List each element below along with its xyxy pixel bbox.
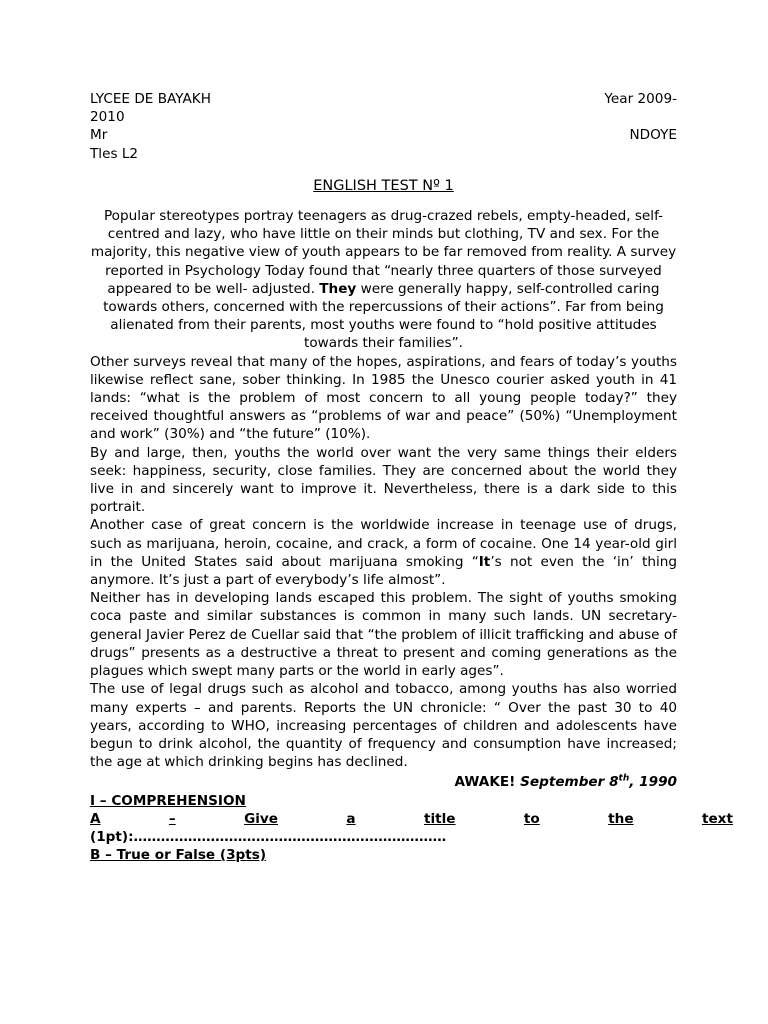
question-b: B – True or False (3pts) — [90, 847, 267, 864]
question-a-answer-line: (1pt):…………………………………………………………… — [90, 828, 447, 845]
header-row-1 — [90, 90, 677, 108]
paragraph-1: Other surveys reveal that many of the hopes, aspirations, and fears of today’s youths likewise reflect sane, sober thinking. In 1985 the Unesco courier asked youth in 41 lands: “what is the problem of most concern to all young people today?” they received thoughtful answers as “problems of war and peace” (50%) “Unemployment and work” (30%) and “the future” (10%). — [90, 353, 677, 443]
question-a-word: to — [523, 810, 540, 827]
header-row-2 — [90, 126, 677, 144]
intro-text-1: Popular stereotypes portray teenagers as drug-crazed rebels, empty-headed, self-centred and lazy, who have little on their minds but clothing, TV and sex. For the majority, this negative view of youth appears to be far removed from reality. A survey reported in Psychology Today found that “nearly three quarters of those surveyed appeared to be well- adjusted. — [90, 208, 677, 297]
teacher-title: Mr — [90, 127, 108, 144]
source-citation — [90, 773, 677, 791]
document-page — [90, 90, 733, 864]
title-wrap — [90, 177, 677, 195]
paragraph-4: Neither has in developing lands escaped this problem. The sight of youths smoking coca paste and similar substances is common in many such lands. UN secretary-general Javier Perez de Cuellar said that “the problem of illicit trafficking and abuse of drugs” presents as a destructive a threat to present and coming generations as the plagues which swept many parts or the world in early ages”. — [90, 590, 677, 680]
question-a-word: text — [701, 810, 733, 827]
paragraph-2: By and large, then, youths the world over want the very same things their elders seek: happiness, security, close families. They are concerned about the world they live in and sincerely want to improve it. Nevertheless, there is a dark side to this portrait. — [90, 444, 677, 516]
question-a-word: a — [346, 810, 356, 827]
source-date-year: , 1990 — [629, 774, 677, 791]
section-heading: I – COMPREHENSION — [90, 792, 246, 809]
intro-bold-word: They — [319, 280, 357, 297]
school-year: Year 2009- — [604, 91, 677, 107]
paragraph-3-text-1: Another case of great concern is the worldwide increase in teenage use of drugs, such as marijuana, heroin, cocaine, and crack, a form of cocaine. One 14 year-old girl in the United States said about marijuana smoking “ — [90, 517, 677, 570]
paragraph-3 — [90, 516, 677, 589]
paragraph-3-bold: It — [478, 553, 491, 570]
source-name: AWAKE! — [454, 774, 521, 791]
question-a-word: – — [168, 810, 176, 827]
test-title: ENGLISH TEST Nº 1 — [313, 177, 454, 194]
source-date-suffix: th — [618, 773, 630, 784]
intro-paragraph — [90, 207, 677, 353]
teacher-name: NDOYE — [629, 127, 677, 144]
class-name: Tles L2 — [90, 145, 139, 162]
school-name: LYCEE DE BAYAKH — [90, 91, 211, 107]
question-a-word: Give — [244, 810, 279, 827]
paragraph-5: The use of legal drugs such as alcohol and tobacco, among youths has also worried many experts – and parents. Reports the UN chronicle: “ Over the past 30 to 40 years, according to WHO, increasing percentages of children and adolescents have begun to drink alcohol, the quantity of frequency and consumption have increased; the age at which drinking begins has declined. — [90, 681, 677, 771]
school-year-continued: 2010 — [90, 109, 125, 126]
question-a-word: the — [608, 810, 634, 827]
intro-text-2: were generally happy, self-controlled caring towards others, concerned with the repercussions of their actions”. Far from being alienated from their parents, most youths were found to “hold positive attitudes towards their families”. — [103, 280, 664, 352]
source-date-main: September 8 — [520, 774, 619, 791]
question-a-word: title — [423, 810, 456, 827]
question-a-word: A — [90, 810, 101, 827]
paragraph-3-text-2: ’s not even the ‘in’ thing anymore. It’s just a part of everybody’s life almost”. — [90, 553, 677, 589]
source-date — [520, 774, 677, 790]
question-a-row — [90, 810, 733, 828]
